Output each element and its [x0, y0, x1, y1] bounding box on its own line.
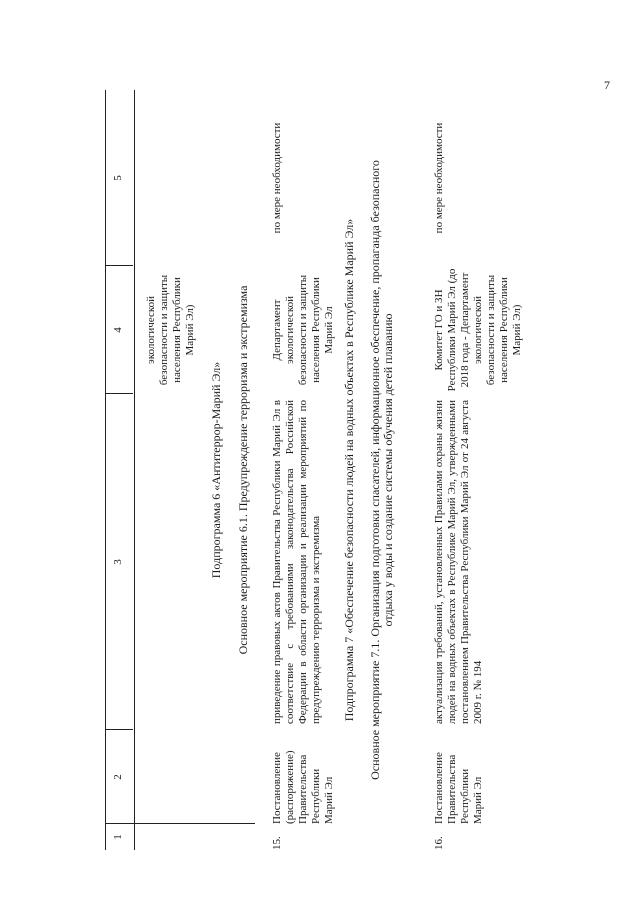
page-number: 7 — [604, 78, 610, 92]
row-15-description: приведение правовых актов Правительства Республики Марий Эл в соответствие с требованиями законодательства Российской Федерации в области организации и реализации мероприятий по предупреждению терроризма и экстремизма — [271, 400, 322, 724]
measure-6-1-title: Основное мероприятие 6.1. Предупреждение терроризма и экстремизма — [236, 285, 250, 655]
row-15-term: по мере необходимости — [271, 122, 283, 234]
row-16-term: по мере необходимости — [433, 122, 445, 234]
subprogram-6-title: Подпрограмма 6 «Антитеррор-Марий Эл» — [209, 361, 223, 579]
row-16-description: актуализация требований, установленных Правилами охраны жизни людей на водных объектах в Республике Марий Эл, утвержденными постановлением Правительства Республики Марий Эл от 24 августа 2009 г. № 194 — [433, 400, 484, 724]
continued-responsible-cell: экологической безопасности и защиты населения Республики Марий Эл) — [145, 274, 196, 386]
measure-7-1-title: Основное мероприятие 7.1. Организация подготовки спасателей, информационное обеспечение, пропаганда безопасного отдыха у воды и создание системы обучения детей плаванию — [368, 160, 395, 780]
row-15-responsible: Департамент экологической безопасности и защиты населения Республики Марий Эл — [271, 274, 335, 386]
column-divider — [105, 823, 255, 824]
row-16-document: Постановление Правительства Республики Марий Эл — [433, 752, 484, 824]
subprogram-7-title: Подпрограмма 7 «Обеспечение безопасности людей на водных объектах в Республике Марий Эл» — [342, 218, 356, 722]
column-divider — [105, 729, 133, 730]
column-divider — [105, 393, 133, 394]
header-col-1: 1 — [112, 834, 124, 840]
row-16-responsible: Комитет ГО и ЗН Республики Марий Эл (до 2018 года - Департамент экологической безопасности и защиты населения Республики Марий Эл) — [433, 268, 523, 392]
header-col-3: 3 — [112, 559, 124, 565]
table-header-row — [105, 90, 135, 850]
row-15-document: Постановление (распоряжение) Правительства Республики Марий Эл — [271, 750, 335, 824]
column-divider — [105, 265, 133, 266]
header-col-5: 5 — [112, 175, 124, 181]
header-col-4: 4 — [112, 327, 124, 333]
row-15-number: 15. — [271, 836, 283, 850]
rotated-table-page — [105, 90, 535, 850]
header-col-2: 2 — [112, 774, 124, 780]
row-16-number: 16. — [433, 836, 445, 850]
